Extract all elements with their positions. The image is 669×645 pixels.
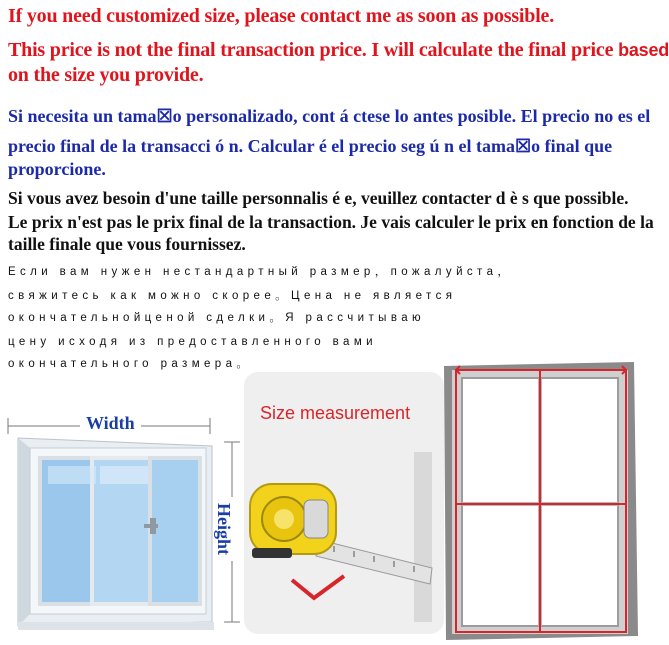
size-measurement-title: Size measurement — [260, 403, 411, 423]
size-measurement-panel — [244, 372, 444, 634]
spanish-line-2: precio final de la transacci ó n. Calcular é el precio seg ú n el tama☒o final que — [8, 136, 613, 156]
russian-line-1: Если вам нужен нестандартный размер，пожалуйста， — [8, 266, 514, 278]
height-label: Height — [213, 497, 235, 561]
russian-line-3: окончательнойценой сделки。Я рассчитываю — [8, 312, 426, 324]
sliding-window-diagram — [0, 400, 250, 640]
english-line-2-based: based — [618, 40, 669, 60]
french-line-1: Si vous avez besoin d'une taille personnalis é e, veuillez contacter d è s que possible. — [8, 188, 629, 208]
english-line-3: on the size you provide. — [8, 64, 204, 86]
russian-line-2: свяжитесь как можно скорее。Цена не является — [8, 290, 457, 302]
english-line-1: If you need customized size, please contact me as soon as possible. — [8, 5, 555, 27]
english-line-2-text: This price is not the final transaction price. I will calculate the final price — [8, 39, 619, 61]
spanish-line-1: Si necesita un tama☒o personalizado, cont á ctese lo antes posible. El precio no es el — [8, 106, 651, 126]
tape-measure-illustration — [244, 372, 444, 634]
russian-line-5: окончательного размера。 — [8, 358, 253, 370]
frame-measurement-diagram — [440, 356, 640, 640]
spanish-line-3: proporcione. — [8, 159, 106, 179]
english-line-2 — [8, 38, 669, 62]
french-line-3: taille finale que vous fournissez. — [8, 234, 246, 254]
width-label: Width — [80, 412, 141, 434]
frame-measurement-illustration — [440, 356, 640, 640]
french-line-2: Le prix n'est pas le prix final de la transaction. Je vais calculer le prix en fonction de la — [8, 212, 654, 232]
russian-line-4: цену исходя из предоставленного вами — [8, 336, 377, 348]
